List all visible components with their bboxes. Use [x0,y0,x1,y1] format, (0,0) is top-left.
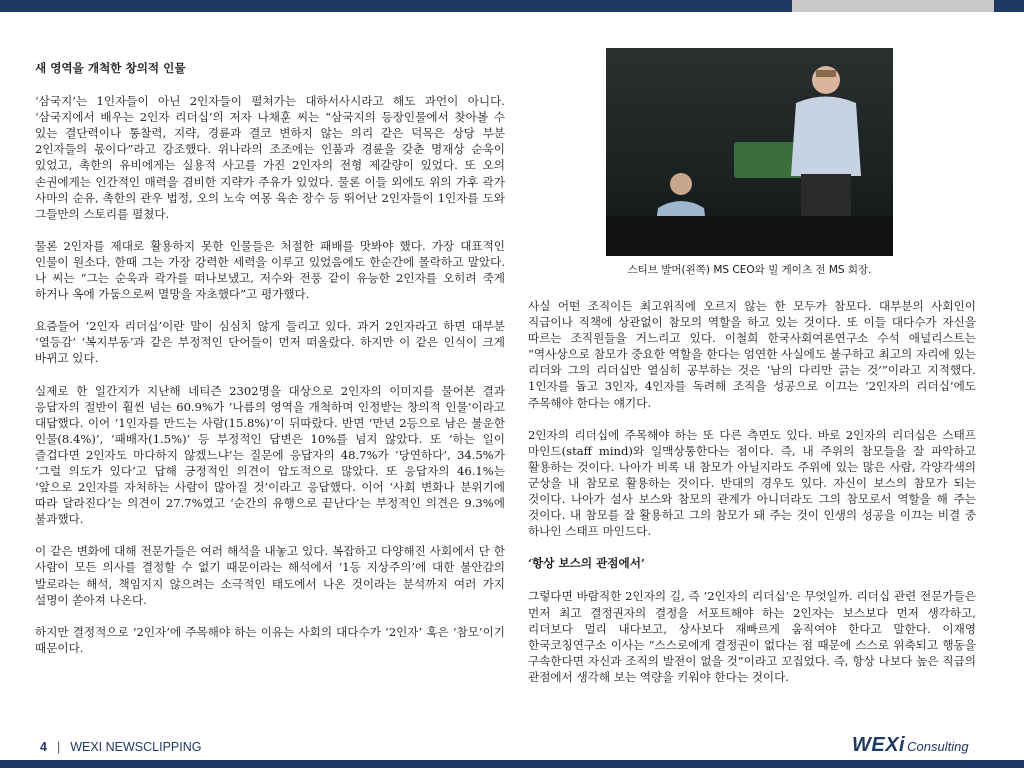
article-heading: 새 영역을 개척한 창의적 인물 [35,61,186,75]
page-footer [40,740,201,754]
article-paragraph: 이 같은 변화에 대해 전문가들은 여러 해석을 내놓고 있다. 복잡하고 다양해진 사회에서 단 한 사람이 모든 의사를 결정할 수 없기 때문이라는 해석에서 ‘1등 지상주의’에 대한 불안감의 발로라는 해석, 책임지지 않으려는 소극적인 태도에서 나온 것이라는 분석까지 여러 가지 설명이 쏟아져 나온다. [35,544,505,607]
article-paragraph: 그렇다면 바람직한 2인자의 길, 즉 ‘2인자의 리더십’은 무엇일까. 리더십 관련 전문가들은 먼저 최고 결정권자의 결정을 서포트해야 하는 2인자는 보스보다 먼저 생각하고, 리더보다 멀리 내다보고, 상사보다 재빠르게 움직여야 한다고 말한다. 이재영 한국코칭연구소 이사는 “스스로에게 결정권이 없다는 점 때문에 스스로 위축되고 행동을 구속한다면 자신과 조직의 발전이 없을 것”이라고 꼬집었다. 즉, 항상 나보다 높은 직급의 관점에서 생각해 보는 역량을 키워야 한다는 것이다. [528,589,976,684]
stage-floor [606,216,893,256]
page-number: 4 [40,740,47,754]
top-header-bar [0,0,1024,12]
top-header-accent [792,0,994,12]
article-paragraph: ‘삼국지’는 1인자들이 아닌 2인자들이 펼쳐가는 대하서사시라고 해도 과언이 아니다. ‘삼국지에서 배우는 2인자 리더십’의 저자 나채훈 씨는 “삼국지의 등장인물에서 찾아볼 수 있는 결단력이나 통찰력, 지략, 경륜과 결코 변하지 않는 의리 같은 덕목은 상당 부분 2인자들의 몫이다”라고 강조했다. 위나라의 조조에는 인품과 경륜을 갖춘 명재상 순욱이 있었고, 촉한의 유비에게는 실용적 사고를 가진 2인자의 전형 제갈량이 있었다. 또 오의 손권에게는 인간적인 매력을 겸비한 지략가 주유가 있었다. 물론 이들 외에도 위의 가후 곽가 사마의 순유, 촉한의 관우 법정, 오의 노숙 여몽 육손 장수 등 뛰어난 2인자들이 1인자를 도와 그들만의 스토리를 펼쳤다. [35,94,505,221]
article-paragraph: 하지만 결정적으로 ‘2인자’에 주목해야 하는 이유는 사회의 대다수가 ‘2인자’ 혹은 ‘참모’이기 때문이다. [35,624,505,655]
article-paragraph: 실제로 한 일간지가 지난해 네티즌 2302명을 대상으로 2인자의 이미지를 물어본 결과 응답자의 절반이 훨씬 넘는 60.9%가 ‘나름의 영역을 개척하며 인정받는 창의적 인물’이라고 대답했다. 이어 ‘1인자를 만드는 사람(15.8%)’이 뒤따랐다. 반면 ‘만년 2등으로 남은 불운한 인물(8.4%)’, ‘패배자(1.5%)’ 등 부정적인 답변은 10%를 넘지 않았다. 또 ‘하는 일이 즐겁다면 2인자도 마다하지 않겠느냐’는 질문에 응답자의 48.7%가 ‘당연하다’, 34.5%가 ‘그럴 의도가 있다’고 답해 긍정적인 의견이 압도적으로 많았다. 또 응답자의 46.1%는 ‘앞으로 2인자를 자처하는 사람이 많아질 것’이라고 응답했다. 이어 ‘사회 변화나 분위기에 따라 달라진다’는 의견이 27.7%였고 ‘순간의 유행으로 끝난다’는 부정적인 의견은 9.3%에 불과했다. [35,383,505,527]
article-paragraph: 요즘들어 ‘2인자 리더십’이란 말이 심심치 않게 들리고 있다. 과거 2인자라고 하면 대부분 ‘열등감’ ‘복지부동’과 같은 부정적인 단어들이 먼저 떠올랐다. 하지만 이 같은 인식이 크게 바뀌고 있다. [35,319,505,366]
publication-name: WEXI NEWSCLIPPING [70,740,202,754]
bottom-footer-bar [0,760,1024,768]
logo-subtitle: Consulting [907,739,969,754]
article-paragraph: 사실 어떤 조직이든 최고위직에 오르지 않는 한 모두가 참모다. 대부분의 사회인이 직급이나 직책에 상관없이 참모의 역할을 하고 있는 것이다. 또 이들 대다수가 자신을 따르는 조직원들을 거느리고 있다. 이철희 한국사회여론연구소 수석 애널리스트는 “역사상으로 참모가 중요한 역할을 한다는 엄연한 사실에도 불구하고 최고의 자리에 있는 리더와 그의 리더십만 열심히 공부하는 것은 ‘남의 다리만 긁는 것’”이라고 지적했다. 1인자를 돕고 3인자, 4인자를 독려해 조직을 성공으로 이끄는 ‘2인자의 리더십’에도 주목해야 한다는 얘기다. [528,299,976,410]
article-left-column [35,60,505,672]
article-right-column [528,298,976,701]
photo-caption: 스티브 발머(왼쪽) MS CEO와 빌 게이츠 전 MS 회장. [627,264,872,276]
article-subheading: ‘항상 보스의 관점에서’ [528,556,645,571]
article-paragraph: 물론 2인자를 제대로 활용하지 못한 인물들은 처절한 패배를 맛봐야 했다. 가장 대표적인 인물이 원소다. 한때 그는 가장 강력한 세력을 이루고 있었음에도 한순간에 몰락하고 말았다. 나 씨는 “그는 순욱과 곽가를 떠나보냈고, 저수와 전풍 같이 유능한 2인자를 오히려 죽게 하거나 옥에 가둠으로써 멸망을 자초했다”고 평가했다. [35,238,505,302]
logo-wordmark: WEXi [852,734,906,756]
footer-separator: | [56,740,61,754]
article-paragraph: 2인자의 리더십에 주목해야 하는 또 다른 측면도 있다. 바로 2인자의 리더십은 스태프 마인드(staff mind)와 일맥상통한다는 점이다. 즉, 내 주위의 참모들을 잘 파악하고 활용하는 것이다. 나아가 비록 내 참모가 아닐지라도 주위에 있는 많은 사람, 각양각색의 군상을 내 참모로 활용하는 것이다. 반대의 경우도 있다. 자신이 보스의 참모가 되는 것이다. 나아가 설사 보스와 참모의 관계가 아니더라도 그의 참모로서 역할을 해 주는 것이다. 내 참모를 잘 활용하고 그의 참모가 돼 주는 것이 인생의 성공을 이끄는 비결 중 하나인 스태프 마인드다. [528,427,976,539]
wexi-consulting-logo [852,734,969,757]
article-photo [606,48,893,256]
